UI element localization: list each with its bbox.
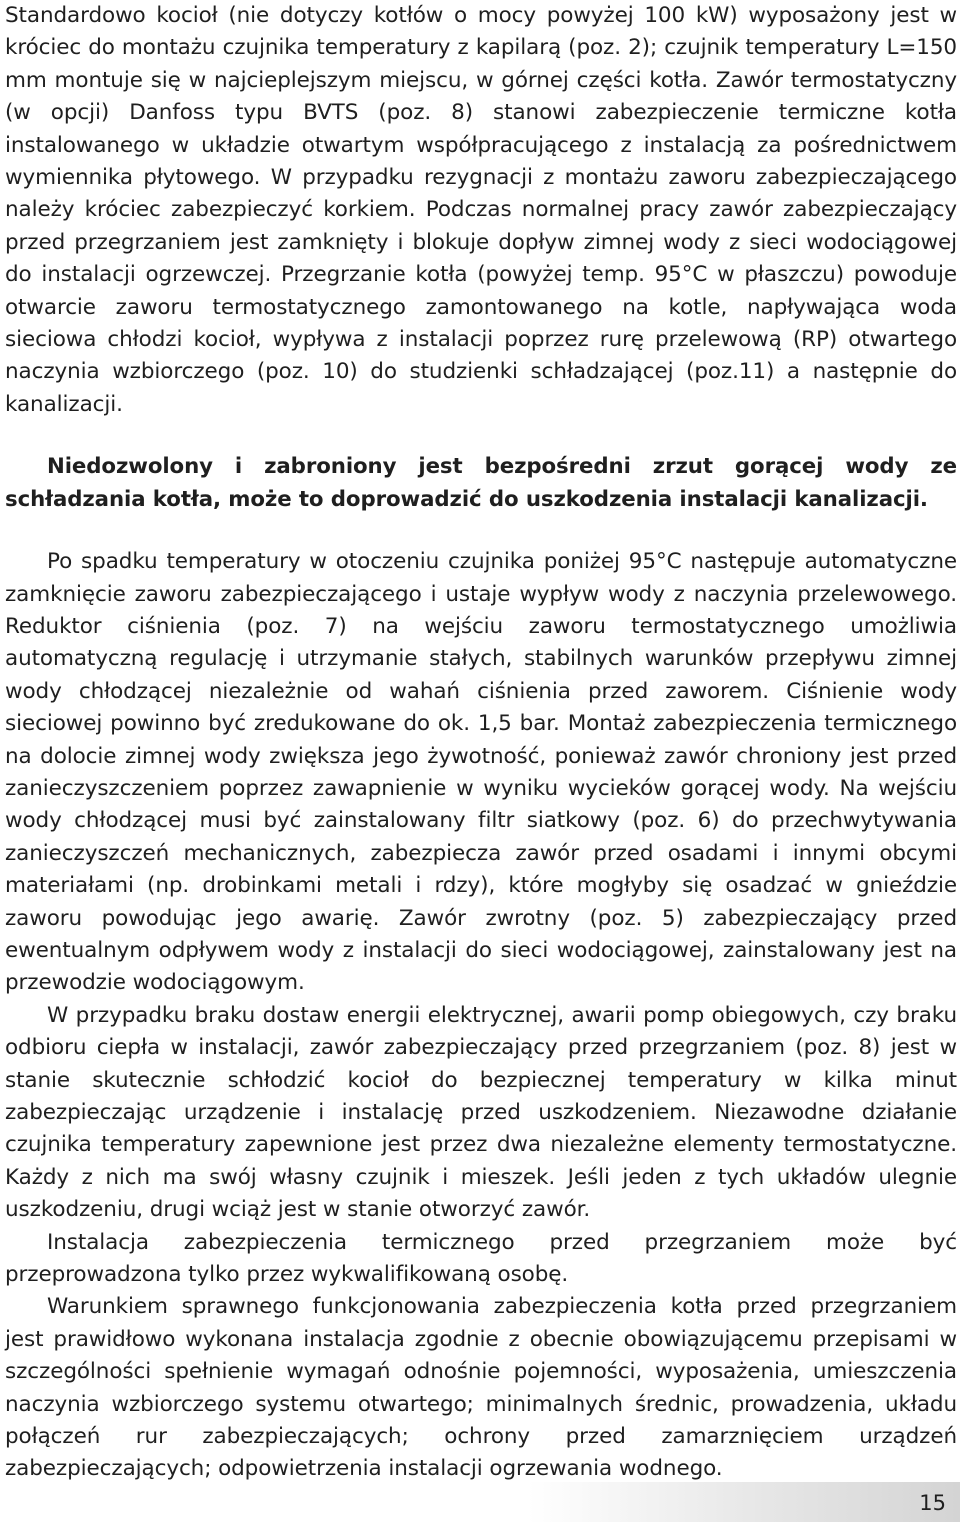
footer-bar (0, 1482, 960, 1522)
text-column (5, 0, 957, 1486)
page-number: 15 (919, 1491, 946, 1515)
paragraph-requirements: Warunkiem sprawnego funkcjonowania zabezpieczenia kotła przed przegrzaniem jest prawidłowo wykonana instalacja zgodnie z obecnie obowiązującemu przepisami w szczególności spełnienie wymagań odnośnie pojemności, wyposażenia, umieszczenia naczynia wzbiorczego systemu otwartego; minimalnych średnic, prowadzenia, układu połączeń rur zabezpieczających; ochrony przed zamarznięciem urządzeń zabezpieczających; odpowietrzenia instalacji ogrzewania wodnego. (5, 1294, 957, 1482)
paragraph-boiler-sensor: Standardowo kocioł (nie dotyczy kotłów o mocy powyżej 100 kW) wyposażony jest w króciec do montażu czujnika temperatury z kapilarą (poz. 2); czujnik temperatury L=150 mm montuje się w najcieplejszym miejscu, w górnej części kotła. Zawór termostatyczny (w opcji) Danfoss typu BVTS (poz. 8) stanowi zabezpieczenie termiczne kotła instalowanego w układzie otwartym współpracującego z instalacją za pośrednictwem wymiennika płytowego. W przypadku rezygnacji z montażu zaworu zabezpieczającego należy króciec zabezpieczyć korkiem. Podczas normalnej pracy zawór zabezpieczający przed przegrzaniem jest zamknięty i blokuje dopływ zimnej wody z sieci wodociągowej do instalacji ogrzewczej. Przegrzanie kotła (powyżej temp. 95°C w płaszczu) powoduje otwarcie zaworu termostatycznego zamontowanego na kotle, napływająca woda sieciowa chłodzi kocioł, wypływa z instalacji poprzez rurę przelewową (RP) otwartego naczynia wzbiorczego (poz. 10) do studzienki schładzającej (poz.11) a następnie do kanalizacji. (5, 3, 957, 417)
paragraph-power-failure: W przypadku braku dostaw energii elektrycznej, awarii pomp obiegowych, czy braku odbioru ciepła w instalacji, zawór zabezpieczający przed przegrzaniem (poz. 8) jest w stanie skutecznie schłodzić kocioł do bezpiecznej temperatury w kilka minut zabezpieczając urządzenie i instalację przed uszkodzeniem. Niezawodne działanie czujnika temperatury zapewnione jest przez dwa niezależne elementy termostatyczne. Każdy z nich ma swój własny czujnik i mieszek. Jeśli jeden z tych układów ulegnie uszkodzeniu, drugi wciąż jest w stanie otworzyć zawór. (5, 1002, 957, 1223)
paragraph-qualified-installation: Instalacja zabezpieczenia termicznego przed przegrzaniem może być przeprowadzona tylko przez wykwalifikowaną osobę. (5, 1229, 957, 1288)
warning-paragraph: Niedozwolony i zabroniony jest bezpośredni zrzut gorącej wody ze schładzania kotła, może to doprowadzić do uszkodzenia instalacji kanalizacji. (5, 454, 957, 512)
paragraph-temperature-drop: Po spadku temperatury w otoczeniu czujnika poniżej 95°C następuje automatyczne zamknięcie zaworu zabezpieczającego i ustaje wypływ wody z naczynia przelewowego. Reduktor ciśnienia (poz. 7) na wejściu zaworu termostatycznego umożliwia automatyczną regulację i utrzymanie stałych, stabilnych warunków przepływu zimnej wody chłodzącej niezależnie od wahań ciśnienia przed zaworem. Ciśnienie wody sieciowej powinno być zredukowane do ok. 1,5 bar. Montaż zabezpieczenia termicznego na dolocie zimnej wody zwiększa jego żywotność, ponieważ zawór chroniony jest przed zanieczyszczeniem poprzez zawapnienie w wyniku wycieków gorącej wody. Na wejściu wody chłodzącej musi być zainstalowany filtr siatkowy (poz. 6) do przechwytywania zanieczyszczeń mechanicznych, zabezpiecza zawór przed osadami i innymi obcymi materiałami (np. drobinkami metali i rdzy), które mogłyby się osadzać w gnieździe zaworu powodując jego awarię. Zawór zwrotny (poz. 5) zabezpieczający przed ewentualnym odpływem wody z instalacji do sieci wodociągowej, zainstalowany jest na przewodzie wodociągowym. (5, 549, 957, 996)
